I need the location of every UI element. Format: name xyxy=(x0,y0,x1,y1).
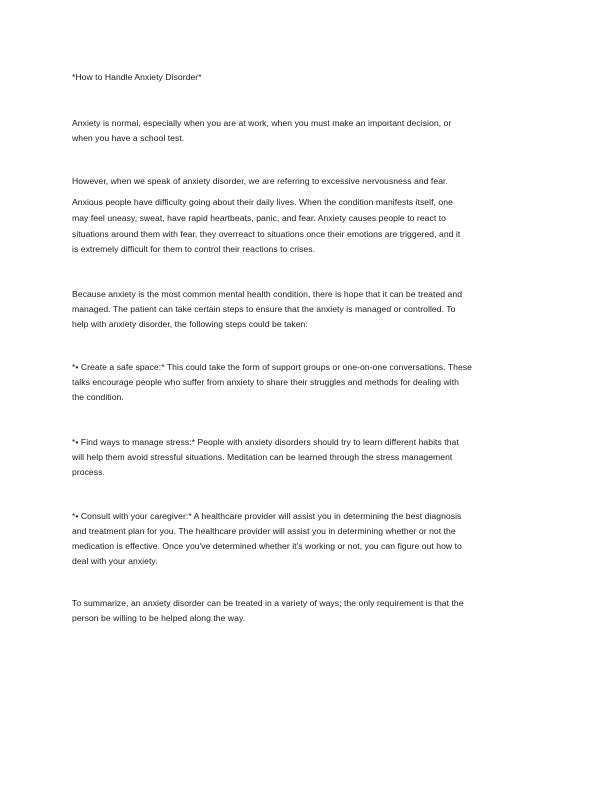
text-line: Anxiety is normal, especially when you are at work, when you must make an important decision, or xyxy=(72,118,452,128)
text-line: process. xyxy=(72,467,105,477)
text-line: deal with your anxiety. xyxy=(72,556,158,566)
text-line: *• Create a safe space:* This could take the form of support groups or one-on-one conversations. These xyxy=(72,362,472,372)
text-line: and treatment plan for you. The healthcare provider will assist you in determining whether or not the xyxy=(72,526,456,536)
text-line: *• Consult with your caregiver:* A healthcare provider will assist you in determining the best diagnosis xyxy=(72,511,462,521)
document-title: *How to Handle Anxiety Disorder* xyxy=(72,72,202,82)
text-line: Anxious people have difficulty going about their daily lives. When the condition manifests itself, one xyxy=(72,197,453,207)
text-line: medication is effective. Once you've determined whether it's working or not, you can figure out how to xyxy=(72,541,462,551)
text-line: when you have a school test. xyxy=(72,133,185,143)
text-line: Because anxiety is the most common mental health condition, there is hope that it can be treated and xyxy=(72,289,463,299)
text-line: However, when we speak of anxiety disorder, we are referring to excessive nervousness and fear. xyxy=(72,176,448,186)
text-line: *• Find ways to manage stress:* People with anxiety disorders should try to learn different habits that xyxy=(72,437,459,447)
text-line: managed. The patient can take certain steps to ensure that the anxiety is managed or controlled. To xyxy=(72,304,456,314)
text-line: situations around them with fear, they overreact to situations once their emotions are triggered, and it xyxy=(72,229,461,239)
text-line: may feel uneasy, sweat, have rapid heartbeats, panic, and fear. Anxiety causes people to react to xyxy=(72,213,446,223)
text-line: will help them avoid stressful situations. Meditation can be learned through the stress management xyxy=(72,452,453,462)
text-line: To summarize, an anxiety disorder can be treated in a variety of ways; the only requirement is that the xyxy=(72,598,464,608)
text-line: person be willing to be helped along the way. xyxy=(72,613,246,623)
text-line: the condition. xyxy=(72,392,124,402)
text-line: help with anxiety disorder, the following steps could be taken: xyxy=(72,319,308,329)
text-line: is extremely difficult for them to control their reactions to crises. xyxy=(72,244,316,254)
text-line: talks encourage people who suffer from anxiety to share their struggles and methods for dealing with xyxy=(72,377,460,387)
